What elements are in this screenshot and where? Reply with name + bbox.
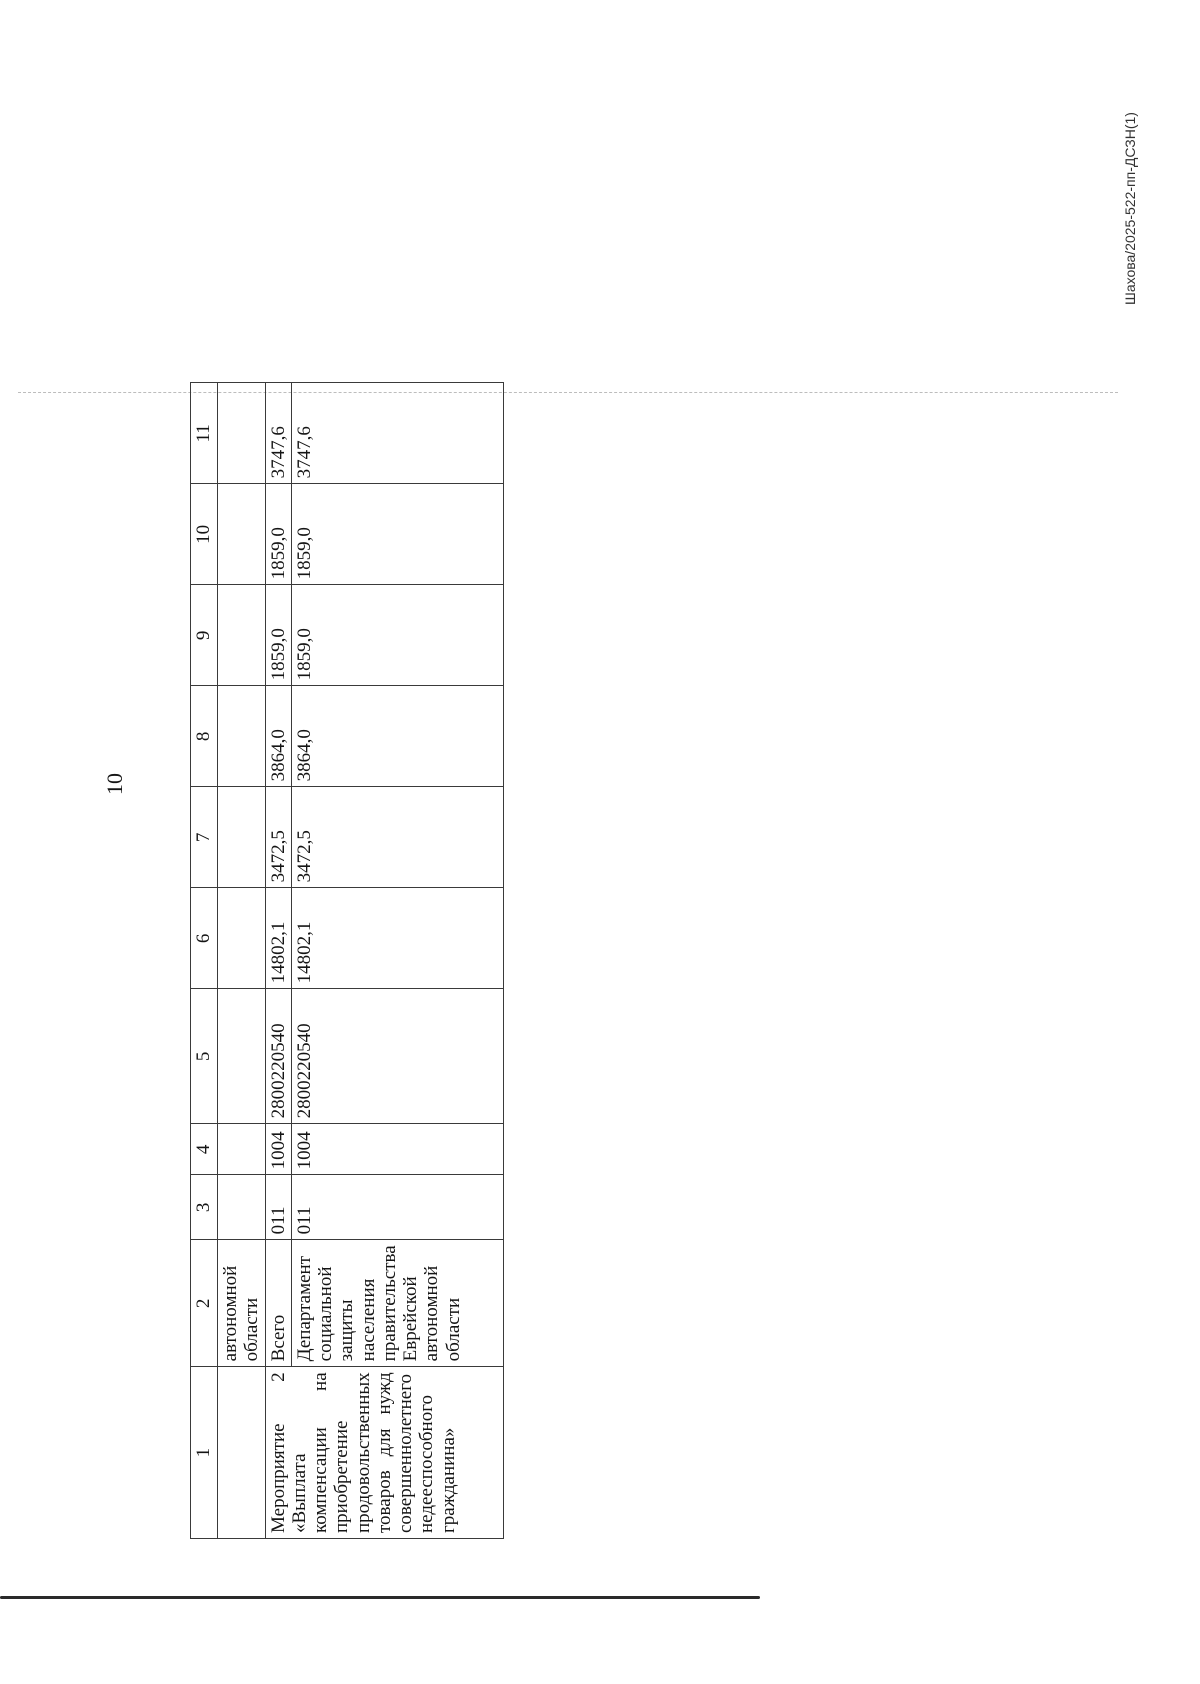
page-number: 10: [102, 773, 127, 795]
table-cell: 3747,6: [291, 383, 503, 484]
header-cell-7: 7: [191, 787, 218, 888]
table-cell: 011: [265, 1175, 291, 1240]
table-cell: [218, 787, 266, 888]
activity-name-cell: Мероприятие 2 «Выплата компенсации на приобретение продовольственных товаров для нужд совершеннолетнего недееспособного гражданина»: [265, 1367, 503, 1539]
department-row: [291, 383, 503, 1539]
table-cell: 1859,0: [291, 585, 503, 686]
header-cell-6: 6: [191, 888, 218, 989]
table-cell: 14802,1: [291, 888, 503, 989]
total-row: [265, 383, 291, 1539]
rotated-page: [102, 35, 1138, 1595]
budget-table: [190, 382, 504, 1539]
header-cell-9: 9: [191, 585, 218, 686]
table-cell: [218, 1367, 266, 1539]
table-cell: автономной области: [218, 1240, 266, 1367]
table-cell: 1004: [265, 1124, 291, 1175]
table-cell: 3472,5: [291, 787, 503, 888]
table-cell: [218, 1175, 266, 1240]
header-cell-2: 2: [191, 1240, 218, 1367]
table-cell: 2800220540: [265, 989, 291, 1124]
table-cell: 011: [291, 1175, 503, 1240]
table-cell: Всего: [265, 1240, 291, 1367]
table-cell: Департамент социальной защиты населения правительства Еврейской автономной области: [291, 1240, 503, 1367]
table-cell: [218, 484, 266, 585]
document-code: Шахова/2025-522-пп-ДСЗН(1): [1122, 112, 1138, 305]
table-cell: [218, 1124, 266, 1175]
table-cell: 1859,0: [291, 484, 503, 585]
table-cell: [218, 888, 266, 989]
table-cell: 1004: [291, 1124, 503, 1175]
table-cell: 3472,5: [265, 787, 291, 888]
table-cell: 14802,1: [265, 888, 291, 989]
continuation-row: [218, 383, 266, 1539]
table-cell: 3747,6: [265, 383, 291, 484]
header-cell-11: 11: [191, 383, 218, 484]
header-cell-4: 4: [191, 1124, 218, 1175]
scan-line: [0, 1596, 760, 1599]
header-row: [191, 383, 218, 1539]
table-cell: 1859,0: [265, 484, 291, 585]
table-cell: [218, 686, 266, 787]
header-cell-5: 5: [191, 989, 218, 1124]
table-cell: [218, 383, 266, 484]
table-cell: 3864,0: [291, 686, 503, 787]
table-cell: [218, 585, 266, 686]
table-cell: 3864,0: [265, 686, 291, 787]
table-cell: 2800220540: [291, 989, 503, 1124]
header-cell-1: 1: [191, 1367, 218, 1539]
header-cell-10: 10: [191, 484, 218, 585]
header-cell-3: 3: [191, 1175, 218, 1240]
table-cell: 1859,0: [265, 585, 291, 686]
header-cell-8: 8: [191, 686, 218, 787]
table-cell: [218, 989, 266, 1124]
